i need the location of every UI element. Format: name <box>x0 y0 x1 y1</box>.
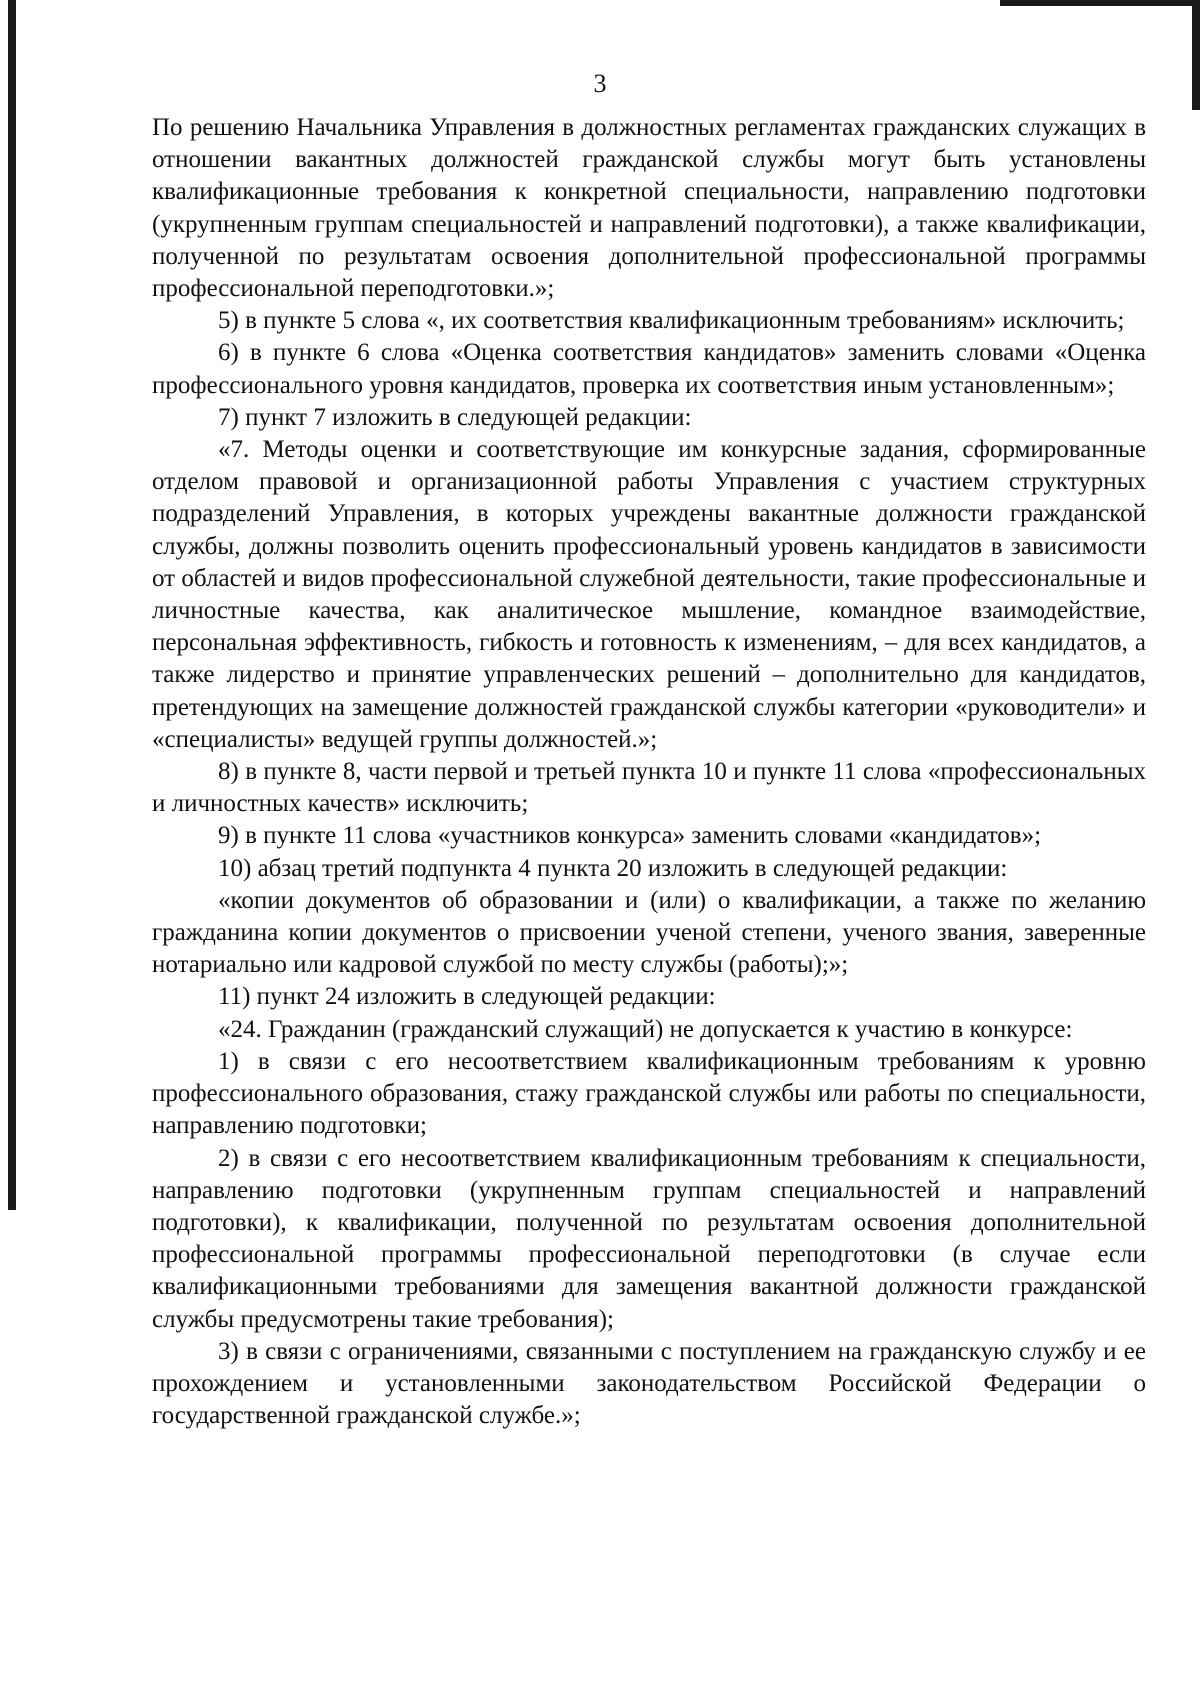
scan-edge-left <box>8 0 16 1210</box>
paragraph-subitem-2: 2) в связи с его несоответствием квалификационным требованиям к специальности, направлению подготовки (укрупненным группам специальностей и направлений подготовки), к квалификации, полученной по результатам освоения дополнительной профессиональной программы профессиональной переподготовки (в случае если квалификационными требованиями для замещения вакантной должности гражданской службы предусмотрены такие требования); <box>152 1144 1146 1333</box>
paragraph-item-5: 5) в пункте 5 слова «, их соответствия квалификационным требованиям» исключить; <box>218 307 1125 335</box>
paragraph-item-10: 10) абзац третий подпункта 4 пункта 20 изложить в следующей редакции: <box>218 854 1008 882</box>
paragraph-item-24: «24. Гражданин (гражданский служащий) не допускается к участию в конкурсе: <box>218 1015 1073 1043</box>
paragraph-subitem-1: 1) в связи с его несоответствием квалификационным требованиям к уровню профессионального образования, стажу гражданской службы или работы по специальности, направлению подготовки; <box>152 1047 1146 1140</box>
paragraph-item-7-text: «7. Методы оценки и соответствующие им конкурсные задания, сформированные отделом правовой и организационной работы Управления с участием структурных подразделений Управления, в которых учреждены вакантные должности гражданской службы, должны позволить оценить профессиональный уровень кандидатов в зависимости от областей и видов профессиональной служебной деятельности, такие профессиональные и личностные качества, как аналитическое мышление, командное взаимодействие, персональная эффективность, гибкость и готовность к изменениям, – для всех кандидатов, а также лидерство и принятие управленческих решений – дополнительно для кандидатов, претендующих на замещение должностей гражданской службы категории «руководители» и «специалисты» ведущей группы должностей.»; <box>152 436 1146 753</box>
paragraph-item-10-text: «копии документов об образовании и (или) о квалификации, а также по желанию гражданина копии документов о присвоении ученой степени, ученого звания, заверенные нотариально или кадровой службой по месту службы (работы);»; <box>152 886 1146 979</box>
scan-edge-top <box>1000 0 1200 6</box>
page-number: 3 <box>593 69 607 98</box>
paragraph-continuation: По решению Начальника Управления в должностных регламентах гражданских служащих в отношении вакантных должностей гражданской службы могут быть установлены квалификационные требования к конкретной специальности, направлению подготовки (укрупненным группам специальностей и направлений подготовки), а также квалификации, полученной по результатам освоения дополнительной профессиональной программы профессиональной переподготовки.»; <box>152 114 1146 303</box>
paragraph-subitem-3: 3) в связи с ограничениями, связанными с поступлением на гражданскую службу и ее прохождением и установленными законодательством Российской Федерации о государственной гражданской службе.»; <box>152 1337 1146 1430</box>
paragraph-item-11: 11) пункт 24 изложить в следующей редакции: <box>218 983 716 1011</box>
paragraph-item-7: 7) пункт 7 изложить в следующей редакции: <box>218 403 692 431</box>
paragraph-item-8: 8) в пункте 8, части первой и третьей пункта 10 и пункте 11 слова «профессиональных и личностных качеств» исключить; <box>152 758 1146 818</box>
paragraph-item-6: 6) в пункте 6 слова «Оценка соответствия кандидатов» заменить словами «Оценка профессионального уровня кандидатов, проверка их соответствия иным установленным»; <box>152 339 1146 399</box>
document-body <box>152 112 1146 1432</box>
paragraph-item-9: 9) в пункте 11 слова «участников конкурса» заменить словами «кандидатов»; <box>218 822 1042 850</box>
